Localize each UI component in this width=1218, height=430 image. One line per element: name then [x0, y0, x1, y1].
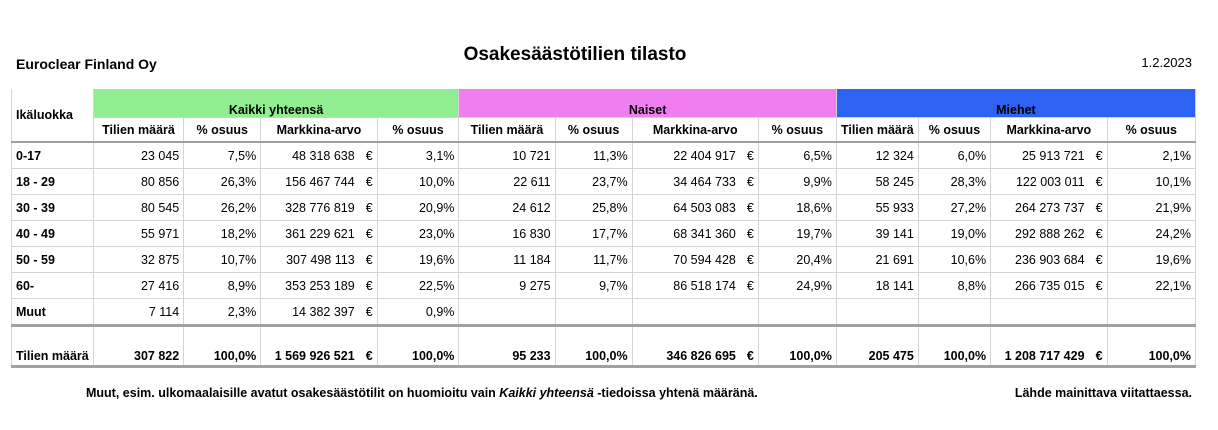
row-label: Muut	[12, 299, 94, 326]
market-value-cell: 292 888 262 €	[991, 221, 1107, 247]
table-row	[12, 299, 1196, 326]
table-row	[12, 221, 1196, 247]
source-note: Lähde mainittava viitattaessa.	[1014, 386, 1192, 400]
account-count-cell: 12 324	[836, 142, 918, 169]
currency-symbol: €	[746, 349, 754, 363]
share-cell: 18,2%	[184, 221, 261, 247]
account-count-cell: 10 721	[459, 142, 555, 169]
company-name: Euroclear Finland Oy	[16, 56, 157, 72]
account-count-cell: 55 971	[93, 221, 183, 247]
share-cell: 10,7%	[184, 247, 261, 273]
market-value-cell: 70 594 428 €	[632, 247, 758, 273]
share-cell: 19,6%	[377, 247, 459, 273]
market-value-cell: 361 229 621 €	[261, 221, 377, 247]
group-header-women: Naiset	[459, 89, 836, 118]
currency-symbol: €	[365, 304, 373, 319]
currency-symbol: €	[365, 174, 373, 189]
share-cell: 10,1%	[1107, 169, 1195, 195]
age-class-header: Ikäluokka	[12, 89, 94, 142]
currency-symbol: €	[746, 148, 754, 163]
market-value-cell: 68 341 360 €	[632, 221, 758, 247]
currency-symbol: €	[746, 200, 754, 215]
currency-symbol: €	[365, 349, 373, 363]
market-value-cell	[632, 299, 758, 326]
account-count-cell: 16 830	[459, 221, 555, 247]
account-count-cell	[836, 299, 918, 326]
market-value-cell: 25 913 721 €	[991, 142, 1107, 169]
share-cell: 8,8%	[918, 273, 990, 299]
column-header: Tilien määrä	[93, 118, 183, 143]
account-count-cell: 58 245	[836, 169, 918, 195]
share-cell: 100,0%	[184, 326, 261, 367]
table-row	[12, 195, 1196, 221]
account-count-cell: 21 691	[836, 247, 918, 273]
share-cell: 23,0%	[377, 221, 459, 247]
currency-symbol: €	[746, 252, 754, 267]
share-cell: 17,7%	[555, 221, 632, 247]
table-row	[12, 247, 1196, 273]
currency-symbol: €	[1095, 278, 1103, 293]
share-cell	[1107, 299, 1195, 326]
row-label: 18 - 29	[12, 169, 94, 195]
market-value-cell: 22 404 917 €	[632, 142, 758, 169]
share-cell: 21,9%	[1107, 195, 1195, 221]
share-cell: 7,5%	[184, 142, 261, 169]
total-row	[12, 326, 1196, 367]
column-header: % osuus	[758, 118, 836, 143]
share-cell: 6,5%	[758, 142, 836, 169]
report-date: 1.2.2023	[1141, 55, 1192, 70]
market-value-cell: 307 498 113 €	[261, 247, 377, 273]
account-count-cell: 18 141	[836, 273, 918, 299]
column-header: % osuus	[377, 118, 459, 143]
currency-symbol: €	[365, 148, 373, 163]
share-cell: 2,1%	[1107, 142, 1195, 169]
share-cell: 10,0%	[377, 169, 459, 195]
currency-symbol: €	[746, 278, 754, 293]
account-count-cell: 27 416	[93, 273, 183, 299]
table-row	[12, 169, 1196, 195]
row-label: 40 - 49	[12, 221, 94, 247]
account-count-cell: 24 612	[459, 195, 555, 221]
column-header: % osuus	[555, 118, 632, 143]
share-cell: 28,3%	[918, 169, 990, 195]
currency-symbol: €	[746, 174, 754, 189]
account-count-cell: 205 475	[836, 326, 918, 367]
column-header: Tilien määrä	[836, 118, 918, 143]
share-cell: 100,0%	[555, 326, 632, 367]
row-label: 30 - 39	[12, 195, 94, 221]
column-header: Markkina-arvo	[261, 118, 377, 143]
share-cell: 22,5%	[377, 273, 459, 299]
currency-symbol: €	[1095, 200, 1103, 215]
market-value-cell: 328 776 819 €	[261, 195, 377, 221]
share-cell: 18,6%	[758, 195, 836, 221]
footnote: Muut, esim. ulkomaalaisille avatut osakesäästötilit on huomioitu vain Kaikki yhteensä -tiedoissa yhtenä määränä.	[86, 386, 758, 400]
account-count-cell: 23 045	[93, 142, 183, 169]
market-value-cell: 353 253 189 €	[261, 273, 377, 299]
statistics-table	[11, 89, 1196, 368]
market-value-cell: 14 382 397 €	[261, 299, 377, 326]
share-cell: 25,8%	[555, 195, 632, 221]
share-cell: 20,4%	[758, 247, 836, 273]
share-cell: 27,2%	[918, 195, 990, 221]
share-cell: 19,0%	[918, 221, 990, 247]
share-cell: 100,0%	[1107, 326, 1195, 367]
currency-symbol: €	[365, 200, 373, 215]
share-cell: 24,9%	[758, 273, 836, 299]
market-value-cell: 122 003 011 €	[991, 169, 1107, 195]
share-cell: 100,0%	[377, 326, 459, 367]
market-value-cell: 64 503 083 €	[632, 195, 758, 221]
share-cell: 8,9%	[184, 273, 261, 299]
share-cell	[758, 299, 836, 326]
account-count-cell: 307 822	[93, 326, 183, 367]
market-value-cell: 266 735 015 €	[991, 273, 1107, 299]
share-cell: 26,3%	[184, 169, 261, 195]
currency-symbol: €	[746, 226, 754, 241]
row-label: 60-	[12, 273, 94, 299]
market-value-cell	[991, 299, 1107, 326]
share-cell: 19,6%	[1107, 247, 1195, 273]
share-cell: 100,0%	[918, 326, 990, 367]
share-cell: 20,9%	[377, 195, 459, 221]
share-cell: 0,9%	[377, 299, 459, 326]
account-count-cell: 95 233	[459, 326, 555, 367]
table-row	[12, 273, 1196, 299]
account-count-cell	[459, 299, 555, 326]
account-count-cell: 7 114	[93, 299, 183, 326]
share-cell: 3,1%	[377, 142, 459, 169]
table-row	[12, 142, 1196, 169]
account-count-cell: 32 875	[93, 247, 183, 273]
share-cell: 100,0%	[758, 326, 836, 367]
share-cell: 24,2%	[1107, 221, 1195, 247]
footnote-emphasis: Kaikki yhteensä	[499, 386, 594, 400]
row-label: Tilien määrä	[12, 326, 94, 367]
currency-symbol: €	[1095, 349, 1103, 363]
account-count-cell: 55 933	[836, 195, 918, 221]
market-value-cell: 34 464 733 €	[632, 169, 758, 195]
currency-symbol: €	[1095, 148, 1103, 163]
share-cell: 22,1%	[1107, 273, 1195, 299]
currency-symbol: €	[1095, 252, 1103, 267]
share-cell: 2,3%	[184, 299, 261, 326]
group-header-total: Kaikki yhteensä	[93, 89, 459, 118]
column-header: % osuus	[1107, 118, 1195, 143]
market-value-cell: 1 208 717 429 €	[991, 326, 1107, 367]
share-cell: 23,7%	[555, 169, 632, 195]
currency-symbol: €	[1095, 174, 1103, 189]
currency-symbol: €	[365, 226, 373, 241]
currency-symbol: €	[365, 252, 373, 267]
account-count-cell: 22 611	[459, 169, 555, 195]
share-cell: 11,7%	[555, 247, 632, 273]
account-count-cell: 80 545	[93, 195, 183, 221]
column-header: Markkina-arvo	[632, 118, 758, 143]
share-cell	[555, 299, 632, 326]
market-value-cell: 86 518 174 €	[632, 273, 758, 299]
account-count-cell: 80 856	[93, 169, 183, 195]
group-header-men: Miehet	[836, 89, 1195, 118]
page-title: Osakesäästötilien tilasto	[463, 44, 687, 65]
column-header: Tilien määrä	[459, 118, 555, 143]
account-count-cell: 9 275	[459, 273, 555, 299]
market-value-cell: 48 318 638 €	[261, 142, 377, 169]
currency-symbol: €	[1095, 226, 1103, 241]
market-value-cell: 156 467 744 €	[261, 169, 377, 195]
market-value-cell: 236 903 684 €	[991, 247, 1107, 273]
share-cell: 10,6%	[918, 247, 990, 273]
account-count-cell: 11 184	[459, 247, 555, 273]
column-header: Markkina-arvo	[991, 118, 1107, 143]
share-cell: 6,0%	[918, 142, 990, 169]
row-label: 50 - 59	[12, 247, 94, 273]
share-cell	[918, 299, 990, 326]
share-cell: 11,3%	[555, 142, 632, 169]
column-header: % osuus	[184, 118, 261, 143]
account-count-cell: 39 141	[836, 221, 918, 247]
market-value-cell: 346 826 695 €	[632, 326, 758, 367]
currency-symbol: €	[365, 278, 373, 293]
share-cell: 9,9%	[758, 169, 836, 195]
share-cell: 26,2%	[184, 195, 261, 221]
row-label: 0-17	[12, 142, 94, 169]
market-value-cell: 1 569 926 521 €	[261, 326, 377, 367]
market-value-cell: 264 273 737 €	[991, 195, 1107, 221]
column-header: % osuus	[918, 118, 990, 143]
share-cell: 9,7%	[555, 273, 632, 299]
share-cell: 19,7%	[758, 221, 836, 247]
